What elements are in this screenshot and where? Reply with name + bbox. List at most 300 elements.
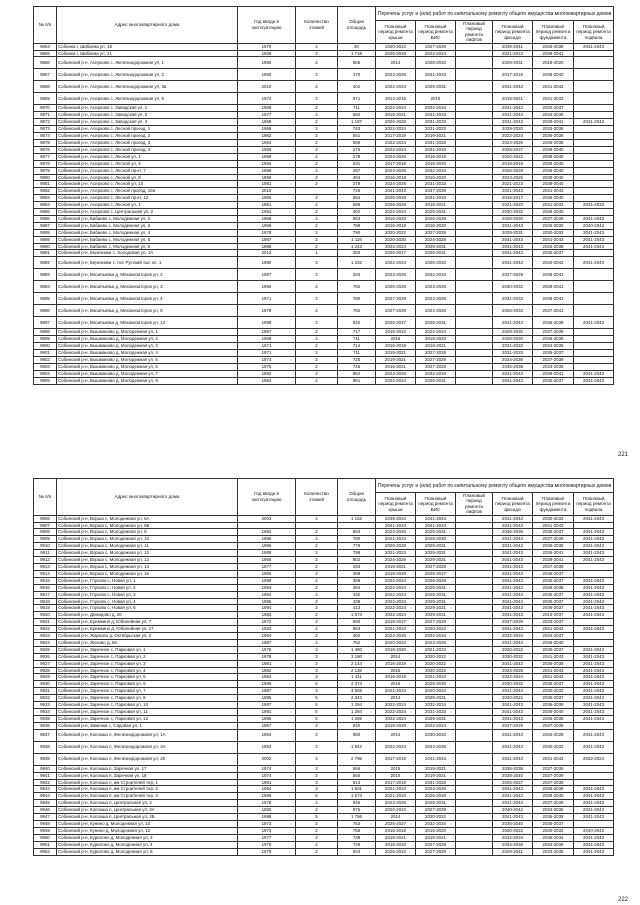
- table-cell-floors: 2: [296, 229, 338, 236]
- table-cell-area: 711: [338, 336, 376, 343]
- header-facade: Плановый период ремонта фасада: [493, 493, 533, 516]
- table-cell-floors: 2: [296, 139, 338, 146]
- table-cell-period-facade: 2041-2043: [493, 800, 533, 807]
- table-cell-period-vis: 2032-2034: [416, 370, 456, 377]
- table-cell-number: 9865: [34, 50, 57, 57]
- table-cell-period-lifts: [456, 577, 493, 584]
- table-cell-period-foundation: 2037-2039: [533, 329, 574, 336]
- table-cell-period-basement: [574, 350, 614, 357]
- table-cell-address: Собинский р-н, Заречное с, Парковая ул, 11: [57, 709, 238, 716]
- table-row: [34, 515, 614, 522]
- table-cell-period-facade: 2041-2043: [493, 753, 533, 765]
- table-cell-period-lifts: [456, 236, 493, 243]
- table-cell-period-roof: 2022-2024: [376, 709, 416, 716]
- table-cell-period-lifts: [456, 81, 493, 93]
- table-cell-period-facade: 2037-2039: [493, 619, 533, 626]
- table-cell-period-roof: 2014: [376, 729, 416, 741]
- table-cell-area: 384: [338, 584, 376, 591]
- header-roof: Плановый период ремонта крыши: [376, 493, 416, 516]
- table-cell-period-lifts: [456, 119, 493, 126]
- table-cell-period-foundation: 2035-2037: [533, 695, 574, 702]
- table-cell-period-vis: 2027-2029: [416, 841, 456, 848]
- table-cell-period-lifts: [456, 363, 493, 370]
- table-cell-year: 1983: [238, 674, 296, 681]
- table-cell-area: 790: [338, 229, 376, 236]
- table-cell-period-foundation: 2036-2038: [533, 543, 574, 550]
- table-cell-period-vis: 2027-2029: [416, 229, 456, 236]
- table-cell-period-basement: [574, 820, 614, 827]
- table-cell-period-foundation: 2039-2041: [533, 370, 574, 377]
- table-cell-period-foundation: 2038-2040: [533, 181, 574, 188]
- table-cell-number: 9948: [34, 820, 57, 827]
- table-cell-number: 9943: [34, 786, 57, 793]
- table-cell-period-facade: 2038-2040: [493, 772, 533, 779]
- table-cell-period-foundation: 2040-2042: [533, 257, 574, 269]
- table-cell-floors: 2: [296, 293, 338, 305]
- table-cell-period-foundation: 2036-2038: [533, 715, 574, 722]
- table-cell-area: 960: [338, 729, 376, 741]
- table-cell-period-roof: 2026-2028: [376, 50, 416, 57]
- table-cell-period-facade: 2026-2033: [493, 305, 533, 317]
- table-cell-period-vis: 2028-2032: [416, 57, 456, 69]
- table-cell-year: 1994: [238, 591, 296, 598]
- table-cell-number: 9927: [34, 660, 57, 667]
- table-cell-year: 1978: [238, 800, 296, 807]
- table-cell-period-facade: 2041-2043: [493, 317, 533, 329]
- header-area: Общая площадь: [338, 7, 376, 44]
- table-cell-year: 1978: [238, 229, 296, 236]
- table-cell-address: Собинка г, Шибаева ул, 18: [57, 43, 238, 50]
- table-cell-period-vis: 2029-2031: [416, 715, 456, 722]
- table-cell-period-vis: 2019-2021: [416, 765, 456, 772]
- table-cell-period-foundation: 2041-2043: [533, 522, 574, 529]
- table-cell-period-foundation: 2041-2043: [533, 236, 574, 243]
- table-cell-period-facade: 2029-2020: [493, 126, 533, 133]
- table-cell-area: 852: [338, 370, 376, 377]
- table-cell-period-foundation: 2036-2038: [533, 133, 574, 140]
- table-cell-address: Собинский р-н, Васильевка д, Механизаторов ул, 3: [57, 281, 238, 293]
- table-cell-area: 462: [338, 633, 376, 640]
- table-cell-area: 865: [338, 57, 376, 69]
- table-cell-year: 1973: [238, 820, 296, 827]
- table-row: [34, 377, 614, 384]
- table-cell-period-basement: 2041-2043: [574, 646, 614, 653]
- header-year: Год ввода в эксплуатацию: [238, 479, 296, 516]
- table-cell-number: 9951: [34, 841, 57, 848]
- table-cell-period-vis: 2027-2029: [416, 357, 456, 364]
- table-cell-year: 1983: [238, 612, 296, 619]
- table-cell-period-roof: 2022-2024: [376, 715, 416, 722]
- table-row: [34, 293, 614, 305]
- table-cell-period-facade: 2041-2043: [493, 563, 533, 570]
- table-cell-area: 554: [338, 195, 376, 202]
- table-cell-period-lifts: [456, 195, 493, 202]
- table-cell-period-roof: 2016-2018: [376, 827, 416, 834]
- table-cell-address: Собинский р-н, Жарково д, Октябрьская ул, 2: [57, 633, 238, 640]
- table-cell-address: Собинский р-н, Заречное с, Парковая ул, 2: [57, 653, 238, 660]
- table-cell-period-basement: [574, 363, 614, 370]
- table-cell-area: 714: [338, 343, 376, 350]
- table-cell-period-lifts: [456, 557, 493, 564]
- table-cell-number: 9941: [34, 772, 57, 779]
- table-cell-year: 1959: [238, 174, 296, 181]
- capital-repair-table: [33, 478, 614, 856]
- table-cell-period-vis: 2019-2021: [416, 834, 456, 841]
- table-cell-period-roof: 2017-2019: [376, 753, 416, 765]
- table-cell-period-lifts: [456, 139, 493, 146]
- table-cell-number: 9899: [34, 336, 57, 343]
- table-cell-number: 9950: [34, 834, 57, 841]
- table-cell-period-vis: 2027-2029: [416, 848, 456, 855]
- table-cell-address: Собинский р-н, Колокша п, Железнодорожная ул, 25: [57, 753, 238, 765]
- table-cell-period-foundation: 2036-2041: [533, 550, 574, 557]
- table-cell-year: 2012: [238, 250, 296, 257]
- table-cell-period-lifts: [456, 69, 493, 81]
- table-cell-number: 9883: [34, 195, 57, 202]
- table-cell-period-roof: 2020-2022: [376, 229, 416, 236]
- table-cell-area: 725: [338, 357, 376, 364]
- table-cell-period-lifts: [456, 329, 493, 336]
- table-cell-period-foundation: 2033-2035: [533, 126, 574, 133]
- table-cell-period-roof: 2021-2023: [376, 550, 416, 557]
- table-cell-period-lifts: [456, 229, 493, 236]
- table-cell-area: 439: [338, 598, 376, 605]
- table-cell-period-roof: 2022-2024: [376, 605, 416, 612]
- table-cell-number: 9942: [34, 779, 57, 786]
- table-cell-address: Собинский р-н, Асерхово с, Лесной пр-кт, 12: [57, 195, 238, 202]
- table-cell-period-facade: 2041-2043: [493, 522, 533, 529]
- table-row: [34, 370, 614, 377]
- table-cell-period-roof: 2022-2024: [376, 591, 416, 598]
- table-cell-period-lifts: [456, 281, 493, 293]
- table-cell-area: 402: [338, 209, 376, 216]
- table-cell-period-lifts: [456, 639, 493, 646]
- table-cell-period-lifts: [456, 112, 493, 119]
- table-cell-period-foundation: 2035-2034: [533, 834, 574, 841]
- table-cell-area: 780: [338, 293, 376, 305]
- table-cell-period-facade: 2041-2043: [493, 709, 533, 716]
- table-cell-year: 1973: [238, 827, 296, 834]
- table-cell-period-basement: 2041-2043: [574, 317, 614, 329]
- table-cell-period-facade: 2021-2023: [493, 202, 533, 209]
- table-row: [34, 786, 614, 793]
- table-cell-floors: 2: [296, 827, 338, 834]
- table-cell-area: 2 343: [338, 695, 376, 702]
- table-cell-year: 1993: [238, 584, 296, 591]
- table-cell-period-roof: 2014: [376, 57, 416, 69]
- table-cell-floors: 2: [296, 81, 338, 93]
- table-cell-floors: 2: [296, 370, 338, 377]
- table-cell-area: 975: [338, 807, 376, 814]
- table-cell-year: 2002: [238, 753, 296, 765]
- table-cell-period-vis: 2031-2033: [416, 709, 456, 716]
- table-cell-period-lifts: [456, 515, 493, 522]
- table-cell-area: 840: [338, 722, 376, 729]
- table-cell-period-facade: 2041-2043: [493, 370, 533, 377]
- table-cell-floors: 2: [296, 639, 338, 646]
- table-cell-number: 9915: [34, 577, 57, 584]
- table-cell-area: 566: [338, 765, 376, 772]
- table-cell-floors: [296, 188, 338, 195]
- table-cell-period-basement: [574, 250, 614, 257]
- table-cell-period-lifts: [456, 550, 493, 557]
- table-cell-area: 1 786: [338, 814, 376, 821]
- table-row: [34, 195, 614, 202]
- table-cell-period-lifts: [456, 126, 493, 133]
- table-cell-period-basement: [574, 81, 614, 93]
- table-cell-period-facade: 2020-2022: [493, 695, 533, 702]
- table-cell-period-facade: 2027-2029: [493, 269, 533, 281]
- table-cell-period-foundation: 2026-2028: [533, 729, 574, 741]
- table-cell-address: Собинский р-н, Асерхово с, Лесной ул, 4: [57, 160, 238, 167]
- table-cell-period-foundation: 2037-2039: [533, 772, 574, 779]
- table-cell-period-roof: 2021-2023: [376, 536, 416, 543]
- table-cell-period-roof: 2022-2024: [376, 584, 416, 591]
- table-cell-period-basement: 2041-2043: [574, 543, 614, 550]
- table-cell-year: 1980: [238, 807, 296, 814]
- table-cell-address: Собинский р-н, Асерхово с, Лесной ул, 8: [57, 174, 238, 181]
- table-cell-period-roof: 2018-2020: [376, 646, 416, 653]
- table-cell-number: 9885: [34, 209, 57, 216]
- table-cell-period-basement: 2041-2043: [574, 695, 614, 702]
- table-cell-period-lifts: [456, 222, 493, 229]
- table-cell-floors: 2: [296, 557, 338, 564]
- table-cell-period-lifts: [456, 729, 493, 741]
- table-cell-period-vis: 2029-2031: [416, 550, 456, 557]
- table-row: [34, 681, 614, 688]
- table-cell-area: 763: [338, 820, 376, 827]
- table-row: [34, 688, 614, 695]
- table-cell-period-basement: 2041-2043: [574, 834, 614, 841]
- table-cell-address: Собинский р-н, Еремкино д, Юбилейная ул, 7: [57, 619, 238, 626]
- table-row: [34, 160, 614, 167]
- table-row: [34, 153, 614, 160]
- table-cell-period-foundation: 2032-2037: [533, 105, 574, 112]
- table-row: [34, 236, 614, 243]
- table-cell-address: Собинский р-н, Заречное с, Парковая ул, 3: [57, 660, 238, 667]
- table-cell-floors: 2: [296, 105, 338, 112]
- table-cell-number: 9946: [34, 807, 57, 814]
- table-cell-area: 752: [338, 639, 376, 646]
- table-cell-floors: 2: [296, 336, 338, 343]
- table-row: [34, 646, 614, 653]
- table-cell-period-lifts: [456, 93, 493, 105]
- table-cell-floors: 2: [296, 343, 338, 350]
- table-cell-period-roof: 2026-2028: [376, 119, 416, 126]
- header-address: Адрес многоквартирного дома: [57, 7, 238, 44]
- table-cell-period-foundation: 2041-2043: [533, 667, 574, 674]
- table-cell-address: Собинский р-н, Асерхово с, Железнодорожная ул, 1: [57, 57, 238, 69]
- table-cell-area: 1 631: [338, 786, 376, 793]
- table-cell-period-basement: 2040-2042: [574, 827, 614, 834]
- header-foundation: Плановый период ремонта фундамента: [533, 493, 574, 516]
- table-cell-area: 598: [338, 202, 376, 209]
- table-cell-period-basement: 2041-2043: [574, 800, 614, 807]
- table-cell-year: 1965: [238, 57, 296, 69]
- table-cell-area: 2 796: [338, 753, 376, 765]
- table-cell-period-basement: 2041-2043: [574, 557, 614, 564]
- table-cell-address: Собинский р-н, Вышманово д, Молодежная ул, 4: [57, 350, 238, 357]
- table-cell-address: Собинский р-н, Заречное с, Парковая ул, 5: [57, 674, 238, 681]
- table-cell-area: 413: [338, 605, 376, 612]
- table-cell-period-lifts: [456, 793, 493, 800]
- table-cell-period-facade: 2041-2043: [493, 112, 533, 119]
- table-cell-period-lifts: [456, 43, 493, 50]
- table-cell-period-facade: 2034-2036: [493, 357, 533, 364]
- table-cell-address: Собинский р-н, Ворша с, Молодежная ул, 12: [57, 550, 238, 557]
- table-cell-address: Собинский р-н, Кунино д, Молодежная ул, 10: [57, 820, 238, 827]
- table-cell-period-lifts: [456, 779, 493, 786]
- table-cell-period-roof: 2018-2027: [376, 619, 416, 626]
- table-cell-address: Собинский р-н, Васильевка д, Механизаторов ул, 2: [57, 269, 238, 281]
- table-cell-number: 9877: [34, 153, 57, 160]
- table-cell-address: Собинский р-н, Вышманово д, Молодежная ул, 6: [57, 363, 238, 370]
- table-cell-period-vis: 2031-2033: [416, 779, 456, 786]
- table-row: [34, 112, 614, 119]
- table-cell-period-vis: 2029-2031: [416, 209, 456, 216]
- table-cell-address: Собинский р-н, Колокша п, им Строителей тер, 1: [57, 779, 238, 786]
- table-cell-period-facade: 2041-2043: [493, 557, 533, 564]
- table-cell-period-foundation: 2035-2037: [533, 377, 574, 384]
- table-cell-period-basement: [574, 195, 614, 202]
- table-cell-period-vis: 2021-2023: [416, 674, 456, 681]
- table-cell-period-lifts: [456, 250, 493, 257]
- table-cell-year: 1983: [238, 377, 296, 384]
- table-cell-year: 1986: [238, 543, 296, 550]
- table-cell-period-vis: 2041-2043: [416, 753, 456, 765]
- table-cell-number: 9892: [34, 257, 57, 269]
- table-cell-period-vis: 2041-2043: [416, 515, 456, 522]
- table-cell-period-vis: 2024-2028: [416, 236, 456, 243]
- table-cell-period-basement: [574, 619, 614, 626]
- table-cell-floors: 2: [296, 363, 338, 370]
- table-row: [34, 536, 614, 543]
- table-row: [34, 105, 614, 112]
- table-cell-floors: 2: [296, 126, 338, 133]
- table-cell-period-roof: 2027-2029: [376, 305, 416, 317]
- table-cell-area: 1 842: [338, 741, 376, 753]
- table-cell-floors: 2: [296, 222, 338, 229]
- table-cell-period-facade: 2025-2027: [493, 779, 533, 786]
- table-cell-period-vis: 2025-2027: [416, 570, 456, 577]
- table-cell-period-roof: 2027-2029: [376, 293, 416, 305]
- table-cell-period-foundation: 2037-2039: [533, 563, 574, 570]
- table-cell-period-basement: 2041-2043: [574, 43, 614, 50]
- table-cell-floors: 2: [296, 133, 338, 140]
- table-cell-period-vis: 2016-2020: [416, 827, 456, 834]
- table-cell-period-basement: 2041-2043: [574, 598, 614, 605]
- table-cell-year: 1967: [238, 269, 296, 281]
- header-foundation: Плановый период ремонта фундамента: [533, 21, 574, 44]
- table-cell-period-facade: 2041-2043: [493, 598, 533, 605]
- table-cell-period-facade: 2041-2043: [493, 81, 533, 93]
- table-cell-year: 1986: [238, 681, 296, 688]
- table-cell-number: 9931: [34, 688, 57, 695]
- table-cell-floors: 2: [296, 563, 338, 570]
- table-cell-period-roof: 2014: [376, 695, 416, 702]
- table-row: [34, 834, 614, 841]
- table-row: [34, 305, 614, 317]
- table-cell-floors: 2: [296, 848, 338, 855]
- header-basement: Плановый период ремонта подвала: [574, 21, 614, 44]
- table-cell-period-roof: 2018-2022: [376, 329, 416, 336]
- table-cell-period-facade: 2041-2043: [493, 188, 533, 195]
- table-row: [34, 174, 614, 181]
- table-cell-period-basement: [574, 343, 614, 350]
- table-cell-number: 9910: [34, 543, 57, 550]
- table-cell-floors: 5: [296, 695, 338, 702]
- table-cell-area: 1 294: [338, 702, 376, 709]
- table-row: [34, 181, 614, 188]
- table-cell-period-lifts: [456, 709, 493, 716]
- header-area: Общая площадь: [338, 479, 376, 516]
- table-cell-floors: 2: [296, 357, 338, 364]
- table-cell-period-roof: 2025-2027: [376, 317, 416, 329]
- table-cell-period-roof: 2025-2027: [376, 250, 416, 257]
- table-cell-period-facade: 2032-2034: [493, 834, 533, 841]
- table-cell-year: 1968: [238, 119, 296, 126]
- table-cell-period-facade: 2020-2022: [493, 827, 533, 834]
- table-cell-period-basement: [574, 522, 614, 529]
- table-cell-period-foundation: 2026-2038: [533, 243, 574, 250]
- table-cell-period-vis: 2027-2029: [416, 43, 456, 50]
- table-cell-floors: 2: [296, 536, 338, 543]
- table-cell-period-basement: 2041-2043: [574, 709, 614, 716]
- table-cell-period-basement: 2041-2043: [574, 119, 614, 126]
- table-cell-period-roof: 2018-2020: [376, 570, 416, 577]
- table-row: [34, 765, 614, 772]
- table-cell-period-vis: 2041-2043: [416, 522, 456, 529]
- table-cell-area: 1 152: [338, 515, 376, 522]
- table-cell-period-vis: 2031-2033: [416, 146, 456, 153]
- table-cell-address: Собинский р-н, Заречное с, Парковая ул, 10: [57, 702, 238, 709]
- table-cell-period-basement: 2041-2043: [574, 577, 614, 584]
- table-cell-period-vis: 2027-2029: [416, 363, 456, 370]
- table-cell-year: 1974: [238, 765, 296, 772]
- table-cell-year: 1950: [238, 69, 296, 81]
- table-cell-period-basement: 2041-2043: [574, 793, 614, 800]
- table-cell-year: 1977: [238, 563, 296, 570]
- table-cell-period-vis: 2029-2031: [416, 243, 456, 250]
- table-cell-address: Собинский р-н, Ворша с, Молодежная ул, 13: [57, 557, 238, 564]
- table-row: [34, 633, 614, 640]
- table-cell-period-basement: 2041-2043: [574, 729, 614, 741]
- table-cell-period-vis: 2018-2021: [416, 202, 456, 209]
- table-cell-period-facade: 2041-2043: [493, 577, 533, 584]
- table-cell-address: Собинский р-н, Колокша п, Заречная ул, 17: [57, 765, 238, 772]
- table-cell-number: 9911: [34, 550, 57, 557]
- table-cell-period-roof: 2019-2021: [376, 350, 416, 357]
- table-row: [34, 674, 614, 681]
- table-cell-floors: 2: [296, 605, 338, 612]
- table-cell-period-facade: 2032-2034: [493, 633, 533, 640]
- table-cell-floors: 3: [296, 257, 338, 269]
- table-cell-number: 9925: [34, 646, 57, 653]
- table-cell-floors: 2: [296, 834, 338, 841]
- table-cell-period-foundation: 2016-2037: [533, 612, 574, 619]
- table-row: [34, 702, 614, 709]
- table-cell-address: Собинский р-н, Колокша п, им Строителей тер, 2: [57, 786, 238, 793]
- table-cell-period-lifts: [456, 57, 493, 69]
- table-cell-period-foundation: 2035-2037: [533, 529, 574, 536]
- table-row: [34, 357, 614, 364]
- table-cell-period-basement: 2041-2043: [574, 702, 614, 709]
- header-lifts: Плановый период ремонта лифтов: [456, 493, 493, 516]
- table-cell-floors: 2: [296, 317, 338, 329]
- table-cell-period-facade: 2025-2027: [493, 146, 533, 153]
- table-cell-period-roof: 2016-2018: [376, 174, 416, 181]
- table-cell-year: 1989: [238, 577, 296, 584]
